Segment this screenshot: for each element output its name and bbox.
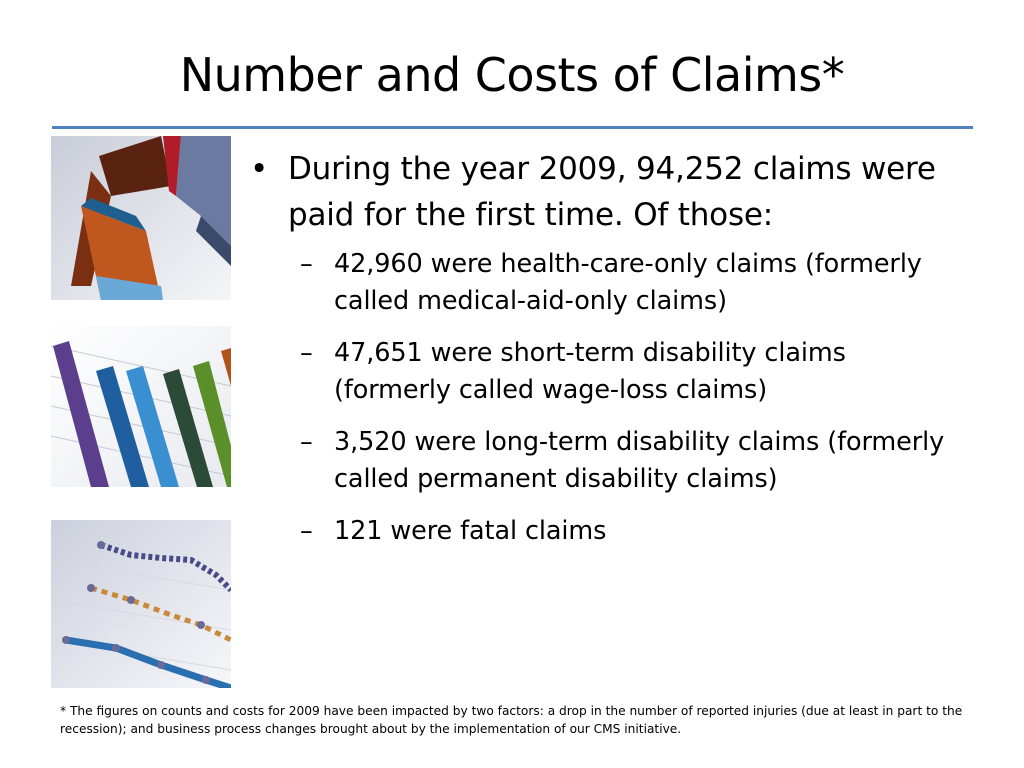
main-bullet <box>250 146 970 238</box>
line-chart-thumbnail <box>51 520 231 688</box>
sub-bullet-long-term <box>250 424 970 498</box>
sub-bullet-short-term <box>250 335 970 409</box>
sub-bullet-marker: – <box>300 249 313 279</box>
sub-bullet-text: 121 were fatal claims <box>334 516 607 546</box>
sub-bullet-marker: – <box>300 427 313 457</box>
bullet-marker: • <box>250 151 269 187</box>
slide-body <box>250 146 970 565</box>
main-bullet-text: During the year 2009, 94,252 claims were paid for the first time. Of those: <box>288 151 936 233</box>
sub-bullet-marker: – <box>300 516 313 546</box>
sub-bullet-text: 47,651 were short-term disability claims (formerly called wage-loss claims) <box>334 338 846 405</box>
slide-title: Number and Costs of Claims* <box>179 48 845 102</box>
sub-bullet-text: 3,520 were long-term disability claims (formerly called permanent disability claims) <box>334 427 945 494</box>
sub-bullet-fatal <box>250 513 970 550</box>
pie-chart-thumbnail <box>51 136 231 300</box>
sub-bullet-health-care <box>250 246 970 320</box>
sub-bullet-marker: – <box>300 338 313 368</box>
title-divider <box>52 126 973 129</box>
footnote: * The figures on counts and costs for 2009 have been impacted by two factors: a drop in the number of reported injuries (due at least in part to the recession); and business process changes brought about by the implementation of our CMS initiative. <box>60 704 963 736</box>
bar-chart-thumbnail <box>51 326 231 487</box>
sub-bullet-text: 42,960 were health-care-only claims (formerly called medical-aid-only claims) <box>334 249 922 316</box>
